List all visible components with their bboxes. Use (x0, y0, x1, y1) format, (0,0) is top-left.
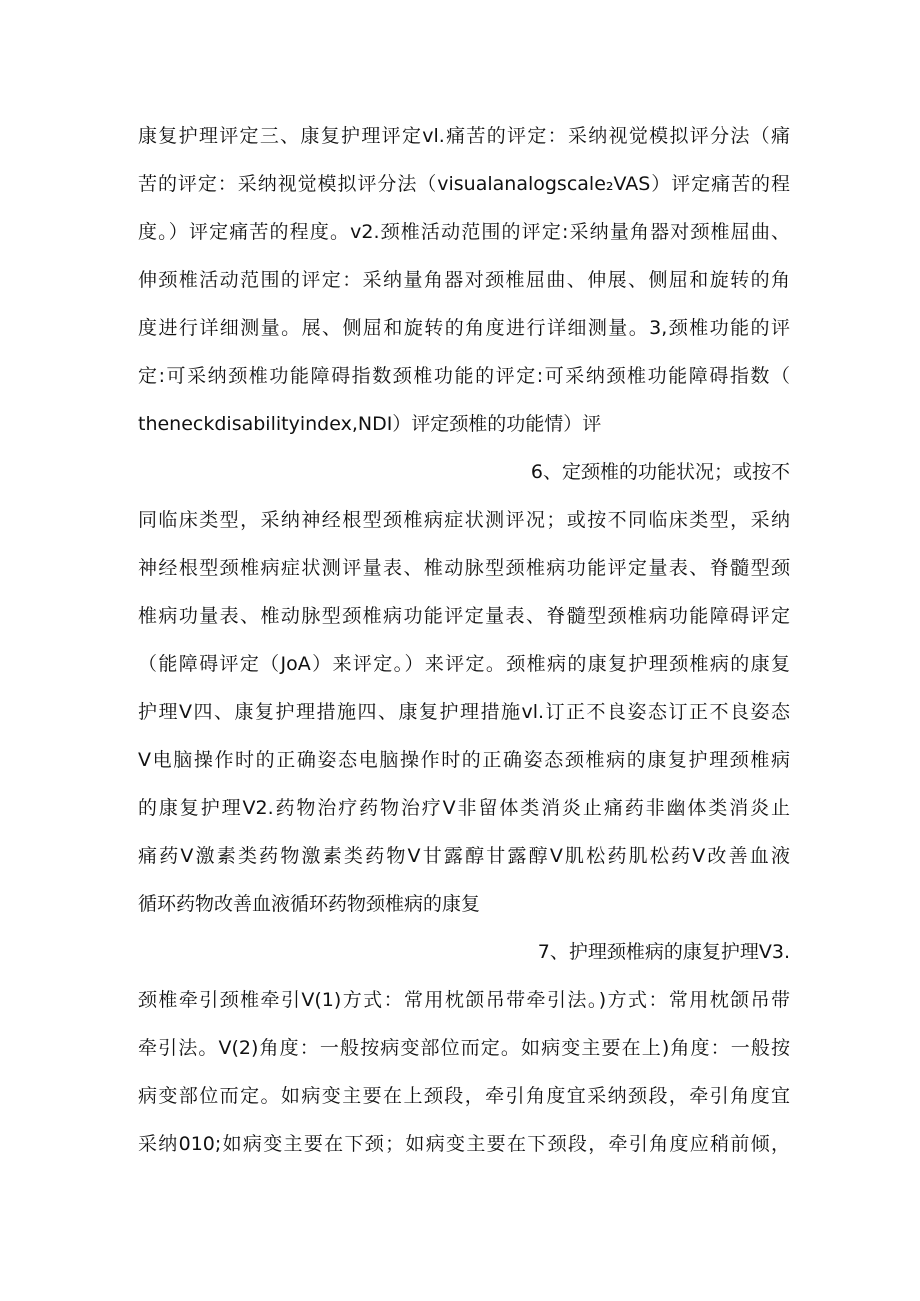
section-heading-line: 7、护理颈椎病的康复护理V3. (537, 941, 790, 963)
text-line: 康复护理评定三、康复护理评定vl.痛苦的评定：采纳视觉模拟评分法（痛 (138, 125, 790, 147)
text-line: 伸颈椎活动范围的评定：采纳量角器对颈椎屈曲、伸展、侧屈和旋转的角 (138, 269, 790, 291)
paragraph-assessment (138, 112, 790, 448)
text-line: 痛药V激素类药物激素类药物V甘露醇甘露醇V肌松药肌松药V改善血液 (138, 845, 790, 867)
text-line: 同临床类型，采纳神经根型颈椎病症状测评况；或按不同临床类型，采纳 (138, 509, 790, 531)
text-line: 牵引法。V(2)角度：一般按病变部位而定。如病变主要在上)角度：一般按 (138, 1037, 790, 1059)
text-line: 椎病功量表、椎动脉型颈椎病功能评定量表、脊髓型颈椎病功能障碍评定 (138, 605, 790, 627)
text-line: theneckdisabilityindex,NDI）评定颈椎的功能情）评 (138, 413, 602, 435)
text-line: 采纳010;如病变主要在下颈；如病变主要在下颈段，牵引角度应稍前倾， (138, 1133, 790, 1155)
text-line: V电脑操作时的正确姿态电脑操作时的正确姿态颈椎病的康复护理颈椎病 (138, 749, 790, 771)
text-line: 度进行详细测量。展、侧屈和旋转的角度进行详细测量。3,颈椎功能的评 (138, 317, 790, 339)
text-line: 苦的评定：采纳视觉模拟评分法（visualanalogscale₂VAS）评定痛苦的程 (138, 173, 790, 195)
text-line: 循环药物改善血液循环药物颈椎病的康复 (138, 893, 481, 915)
paragraph-function-status (138, 448, 790, 928)
paragraph-traction (138, 928, 790, 1168)
text-line: 病变部位而定。如病变主要在上颈段，牵引角度宜采纳颈段，牵引角度宜 (138, 1085, 790, 1107)
text-line: 颈椎牵引颈椎牵引V(1)方式：常用枕颌吊带牵引法。)方式：常用枕颌吊带 (138, 989, 790, 1011)
text-line: 定:可采纳颈椎功能障碍指数颈椎功能的评定:可采纳颈椎功能障碍指数（ (138, 365, 790, 387)
text-line: 的康复护理V2.药物治疗药物治疗V非留体类消炎止痛药非幽体类消炎止 (138, 797, 790, 819)
text-line: 护理V四、康复护理措施四、康复护理措施vl.订正不良姿态订正不良姿态 (138, 701, 790, 723)
text-line: （能障碍评定（JoA）来评定。）来评定。颈椎病的康复护理颈椎病的康复 (138, 653, 790, 675)
text-line: 神经根型颈椎病症状测评量表、椎动脉型颈椎病功能评定量表、脊髓型颈 (138, 557, 790, 579)
section-heading-line: 6、定颈椎的功能状况；或按不 (530, 461, 790, 483)
text-line: 度。）评定痛苦的程度。v2.颈椎活动范围的评定:采纳量角器对颈椎屈曲、 (138, 221, 790, 243)
